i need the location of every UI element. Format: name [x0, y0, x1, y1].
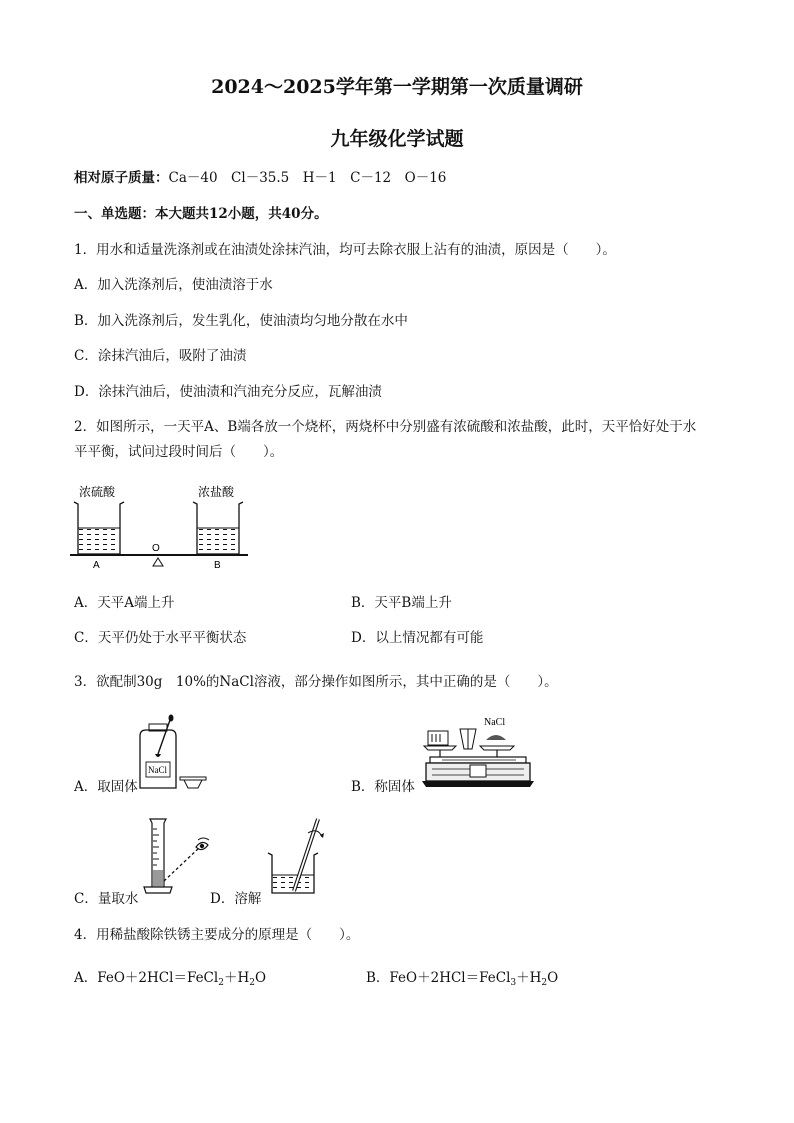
end-b-label: B	[214, 560, 221, 571]
q2-option-a: A．天平A端上升	[74, 595, 175, 611]
q1-option-b: B．加入洗涤剂后，发生乳化，使油渍均匀地分散在水中	[74, 313, 408, 329]
q2-stem-line2: 平平衡，试问过段时间后（ ）。	[74, 444, 284, 460]
q2-option-c: C．天平仍处于水平平衡状态	[74, 630, 247, 646]
q2-option-d: D．以上情况都有可能	[351, 630, 484, 646]
q4-stem: 4．用稀盐酸除铁锈主要成分的原理是（ ）。	[74, 927, 360, 943]
q4-option-a: A．$FeO+2HCl=FeCl_2+H_2O$	[74, 970, 267, 988]
reagent-bottle	[140, 730, 176, 788]
reagent-bottle-label: NaCl	[148, 765, 167, 775]
right-beaker	[193, 502, 243, 554]
graduated-cylinder	[144, 819, 172, 893]
section-heading: 一、单选题：本大题共12小题，共40分。	[74, 206, 328, 222]
exam-subtitle: 九年级化学试题	[330, 128, 464, 150]
bottle-stopper	[180, 777, 206, 788]
eye-icon	[196, 838, 209, 850]
balance-nacl-label: NaCl	[484, 717, 506, 728]
end-a-label: A	[93, 560, 100, 571]
atomic-mass-line	[74, 169, 446, 187]
q1-option-a: A．加入洗涤剂后，使油渍溶于水	[74, 277, 273, 293]
balance-scale	[422, 717, 534, 787]
spatula	[158, 720, 170, 754]
weigh-solid-figure	[422, 713, 534, 789]
left-beaker	[74, 502, 124, 554]
left-beaker-label: 浓硫酸	[79, 485, 116, 499]
beaker	[268, 853, 318, 893]
q3-option-b: B．称固体	[351, 779, 415, 795]
balance-beam-figure	[70, 482, 250, 572]
fulcrum-triangle	[153, 558, 163, 566]
q3-option-a: A．取固体	[74, 779, 138, 795]
sight-line	[164, 847, 200, 881]
dissolve-figure	[264, 815, 328, 897]
measure-water-figure	[140, 815, 220, 897]
q1-option-d: D．涂抹汽油后，使油渍和汽油充分反应，瓦解油渍	[74, 384, 382, 400]
q3-stem: 3．欲配制30g 10%的NaCl溶液，部分操作如图所示，其中正确的是（ ）。	[74, 674, 558, 690]
q3-option-c: C．量取水	[74, 891, 139, 907]
exam-title: 2024～2025学年第一学期第一次质量调研	[211, 76, 583, 98]
q2-option-b: B．天平B端上升	[351, 595, 452, 611]
take-solid-figure	[136, 714, 208, 794]
atomic-mass-label: 相对原子质量：	[74, 170, 169, 186]
pivot-label: O	[152, 543, 160, 554]
right-beaker-label: 浓盐酸	[198, 485, 235, 499]
q2-stem-line1: 2．如图所示，一天平A、B端各放一个烧杯，两烧杯中分别盛有浓硫酸和浓盐酸，此时，天平恰好处于水	[74, 419, 697, 435]
atomic-mass-values: Ca－40 Cl－35.5 H－1 C－12 O－16	[168, 170, 447, 186]
q1-stem: 1．用水和适量洗涤剂或在油渍处涂抹汽油，均可去除衣服上沾有的油渍，原因是（ ）。	[74, 242, 616, 258]
q4-option-b: B．$FeO+2HCl=FeCl_3+H_2O$	[366, 970, 559, 988]
q3-option-d: D．溶解	[210, 891, 262, 907]
q1-option-c: C．涂抹汽油后，吸附了油渍	[74, 348, 247, 364]
